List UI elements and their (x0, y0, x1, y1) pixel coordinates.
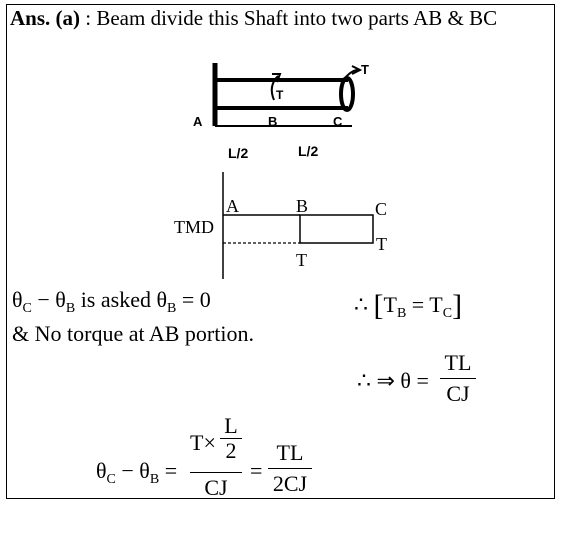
final-equation-lhs: $\theta_C - \theta_B$ = (96, 458, 178, 487)
dim-left: L/2 (228, 145, 249, 161)
final-fraction-1: T× L 2 CJ (190, 414, 242, 501)
tmd-label-a: A (226, 196, 239, 216)
tmd-torque-block (300, 215, 373, 243)
dim-right: L/2 (298, 143, 319, 159)
theta-relation-lhs: ∴ ⇒ θ = (357, 368, 429, 393)
answer-label: Ans. (a) (10, 6, 81, 30)
equation-torque-equal: ∴ $[T_B = T_C]$ (354, 289, 463, 322)
tmd-label-t-bottom: T (296, 250, 307, 270)
tmd-label-b: B (296, 196, 309, 216)
statement-no-torque: & No torque at AB portion. (12, 321, 254, 346)
shaft-label-b: B (268, 114, 278, 129)
tmd-label-t-right: T (376, 234, 387, 254)
theta-fraction: TL CJ (440, 350, 476, 407)
shaft-label-mid-torque: T (276, 88, 284, 102)
shaft-label-c: C (333, 114, 343, 129)
shaft-label-a: A (193, 114, 203, 129)
tmd-label-c: C (375, 199, 388, 219)
shaft-label-end-torque: T (361, 62, 369, 77)
answer-text: : Beam divide this Shaft into two parts AB & BC (80, 6, 498, 30)
final-fraction-2: TL 2CJ (268, 440, 312, 497)
tmd-axis-label: TMD (174, 217, 214, 237)
final-equals: = (250, 458, 263, 483)
equation-asked: $\theta_C - \theta_B$ is asked $\theta_B = 0$ (12, 287, 211, 316)
